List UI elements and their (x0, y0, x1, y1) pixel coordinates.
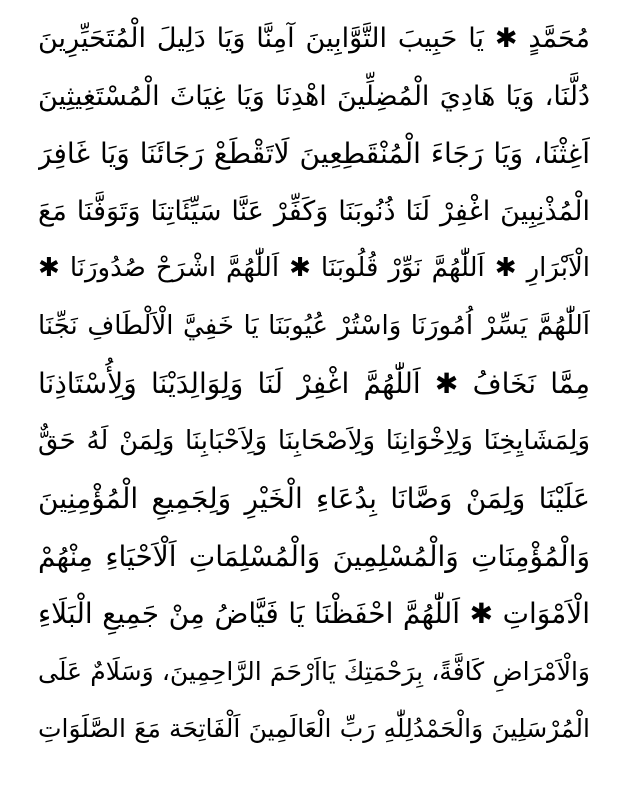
text-line-2: دُلَّنَا، وَيَا هَادِيَ الْمُضِلِّينَ اهْدِنَا وَيَا غِيَاثَ الْمُسْتَغِيثِينَ (38, 80, 590, 112)
text-line-12: وَالْاَمْرَاضِ كَافَّةً، بِرَحْمَتِكَ يَااَرْحَمَ الرَّاحِمِينَ، وَسَلَامٌ عَلَى (38, 656, 590, 686)
text-line-11: الْاَمْوَاتِ ✱ اَللّٰهُمَّ احْفَظْنَا يَا فَيَّاضُ مِنْ جَمِيعِ الْبَلَاءِ (38, 597, 590, 630)
text-line-7: مِمَّا نَخَافُ ✱ اَللّٰهُمَّ اغْفِرْ لَنَا وَلِوَالِدَيْنَا وَلِأُسْتَاذِنَا (38, 367, 590, 400)
text-line-10: وَالْمُؤْمِنَاتِ وَالْمُسْلِمِينَ وَالْمُسْلِمَاتِ اَلْاَحْيَاءِ مِنْهُمْ (38, 539, 590, 573)
text-line-1: مُحَمَّدٍ ✱ يَا حَبِيبَ التَّوَّابِينَ آمِنَّا وَيَا دَلِيلَ الْمُتَحَيِّرِينَ (38, 23, 590, 54)
text-line-3: اَغِثْنَا، وَيَا رَجَاءَ الْمُنْقَطِعِينَ لَاتَقْطَعْ رَجَائَنَا وَيَا غَافِرَ (38, 137, 590, 170)
text-line-5: الْاَبْرَارِ ✱ اَللّٰهُمَّ نَوِّرْ قُلُوبَنَا ✱ اَللّٰهُمَّ اشْرَحْ صُدُورَنَا ✱ (38, 253, 590, 283)
text-line-6: اَللّٰهُمَّ يَسِّرْ اُمُورَنَا وَاسْتُرْ عُيُوبَنَا يَا خَفِيَّ الْاَلْطَافِ نَجِّنَا (38, 310, 590, 341)
text-line-9: عَلَيْنَا وَلِمَنْ وَصَّانَا بِدُعَاءِ الْخَيْرِ وَلِجَمِيعِ الْمُؤْمِنِينَ (38, 482, 590, 515)
text-line-13: الْمُرْسَلِينَ وَالْحَمْدُلِلّٰهِ رَبِّ الْعَالَمِينَ اَلْفَاتِحَة مَعَ الصَّلَوَاتِ (38, 714, 590, 743)
text-line-4: الْمُذْنِبِينَ اغْفِرْ لَنَا ذُنُوبَنَا وَكَفِّرْ عَنَّا سَيِّئَاتِنَا وَتَوَفَّنَا مَعَ (38, 195, 590, 227)
text-line-8: وَلِمَشَايِخِنَا وَلِاِخْوَانِنَا وَلِاَصْحَابِنَا وَلِاَحْبَابِنَا وَلِمَنْ لَهُ حَقٌّ (38, 425, 590, 456)
arabic-prayer-text (38, 10, 590, 758)
